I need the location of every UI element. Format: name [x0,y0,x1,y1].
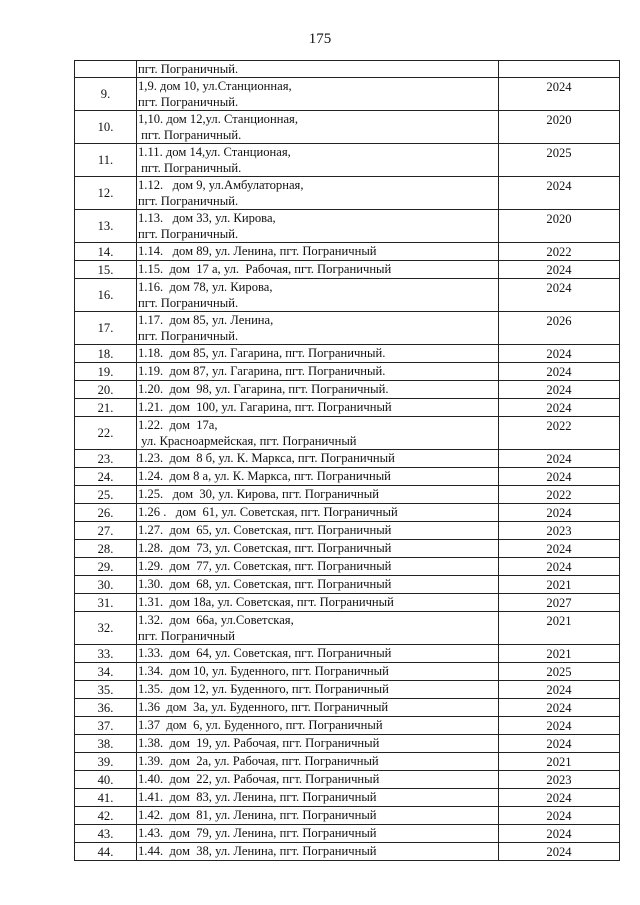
table-row [75,825,620,843]
table-row [75,594,620,612]
row-year: 2024 [499,540,620,558]
table-row [75,522,620,540]
address-line-1: 1,9. дом 10, ул.Станционная, [138,79,292,93]
row-year: 2024 [499,789,620,807]
row-year: 2024 [499,717,620,735]
row-year: 2024 [499,261,620,279]
table-row [75,381,620,399]
address-line-1: 1.14. дом 89, ул. Ленина, пгт. Пограничный [138,244,377,258]
address-line-1: 1.29. дом 77, ул. Советская, пгт. Пограничный [138,559,392,573]
row-number: 22. [75,417,137,450]
row-address [137,381,499,399]
table-row [75,468,620,486]
row-number: 10. [75,111,137,144]
address-line-1: 1.12. дом 9, ул.Амбулаторная, [138,178,304,192]
table-row [75,558,620,576]
table-row [75,243,620,261]
address-line-2: пгт. Пограничный. [138,128,242,142]
address-line-1: 1.32. дом 66а, ул.Советская, [138,613,294,627]
row-number: 31. [75,594,137,612]
row-number: 29. [75,558,137,576]
table-row [75,78,620,111]
address-line-1: 1.31. дом 18а, ул. Советская, пгт. Пограничный [138,595,394,609]
row-year: 2024 [499,825,620,843]
address-line-2: пгт. Пограничный. [138,227,239,241]
table-row [75,450,620,468]
row-number [75,61,137,78]
row-address [137,144,499,177]
table-row [75,789,620,807]
row-address [137,417,499,450]
row-number: 44. [75,843,137,861]
row-number: 37. [75,717,137,735]
row-year: 2027 [499,594,620,612]
address-line-1: 1.16. дом 78, ул. Кирова, [138,280,273,294]
address-line-1: 1.44. дом 38, ул. Ленина, пгт. Пограничный [138,844,377,858]
row-number: 19. [75,363,137,381]
address-line-1: 1.23. дом 8 б, ул. К. Маркса, пгт. Пограничный [138,451,395,465]
row-year: 2024 [499,504,620,522]
table-row [75,699,620,717]
address-line-1: 1.41. дом 83, ул. Ленина, пгт. Пограничный [138,790,377,804]
table-row [75,345,620,363]
row-address [137,789,499,807]
row-number: 38. [75,735,137,753]
row-year: 2021 [499,753,620,771]
row-number: 42. [75,807,137,825]
row-number: 24. [75,468,137,486]
row-address [137,753,499,771]
table-row [75,61,620,78]
row-number: 35. [75,681,137,699]
row-year: 2020 [499,111,620,144]
address-line-1: 1.36 дом 3а, ул. Буденного, пгт. Пограничный [138,700,389,714]
address-line-1: 1.22. дом 17а, [138,418,218,432]
row-year [499,61,620,78]
row-number: 27. [75,522,137,540]
row-address [137,261,499,279]
row-year: 2022 [499,486,620,504]
row-address [137,363,499,381]
table-row [75,645,620,663]
table-row [75,504,620,522]
row-number: 14. [75,243,137,261]
row-address [137,594,499,612]
row-address [137,576,499,594]
address-line-1: 1.38. дом 19, ул. Рабочая, пгт. Пограничный [138,736,380,750]
address-line-1: 1.19. дом 87, ул. Гагарина, пгт. Пограничный. [138,364,386,378]
row-year: 2024 [499,699,620,717]
table-row [75,279,620,312]
address-line-1: 1.43. дом 79, ул. Ленина, пгт. Пограничный [138,826,377,840]
table-row [75,363,620,381]
row-number: 16. [75,279,137,312]
address-line-1: 1.28. дом 73, ул. Советская, пгт. Пограничный [138,541,392,555]
address-line-1: 1.33. дом 64, ул. Советская, пгт. Пограничный [138,646,392,660]
row-number: 23. [75,450,137,468]
row-address [137,486,499,504]
address-line-1: 1.11. дом 14,ул. Станционая, [138,145,291,159]
address-line-1: 1.24. дом 8 а, ул. К. Маркса, пгт. Пограничный [138,469,391,483]
row-number: 43. [75,825,137,843]
row-address [137,663,499,681]
address-line-1: 1.40. дом 22, ул. Рабочая, пгт. Пограничный [138,772,380,786]
row-year: 2024 [499,381,620,399]
row-address [137,717,499,735]
row-address [137,312,499,345]
row-address [137,558,499,576]
row-year: 2023 [499,771,620,789]
address-line-2: пгт. Пограничный. [138,296,239,310]
row-year: 2023 [499,522,620,540]
row-number: 34. [75,663,137,681]
row-address [137,681,499,699]
address-line-1: 1.17. дом 85, ул. Ленина, [138,313,274,327]
row-number: 41. [75,789,137,807]
row-number: 12. [75,177,137,210]
table-row [75,753,620,771]
row-year: 2024 [499,399,620,417]
row-number: 17. [75,312,137,345]
row-year: 2024 [499,735,620,753]
address-line-1: пгт. Пограничный. [138,62,239,76]
table-row [75,144,620,177]
row-year: 2024 [499,78,620,111]
row-number: 33. [75,645,137,663]
row-address [137,177,499,210]
row-number: 30. [75,576,137,594]
table-row [75,663,620,681]
row-year: 2024 [499,843,620,861]
row-address [137,399,499,417]
row-address [137,243,499,261]
row-year: 2024 [499,363,620,381]
table-row [75,312,620,345]
row-address [137,210,499,243]
row-year: 2025 [499,144,620,177]
row-year: 2021 [499,576,620,594]
row-address [137,612,499,645]
address-line-1: 1.37 дом 6, ул. Буденного, пгт. Пограничный [138,718,383,732]
row-address [137,522,499,540]
address-line-2: пгт. Пограничный. [138,161,242,175]
row-year: 2020 [499,210,620,243]
address-line-2: пгт. Пограничный. [138,95,239,109]
row-year: 2024 [499,345,620,363]
address-line-1: 1.42. дом 81, ул. Ленина, пгт. Пограничный [138,808,377,822]
address-line-1: 1.18. дом 85, ул. Гагарина, пгт. Пограничный. [138,346,386,360]
table-row [75,576,620,594]
table-body [75,61,620,861]
row-number: 13. [75,210,137,243]
table-row [75,417,620,450]
table-row [75,111,620,144]
table-row [75,807,620,825]
address-line-2: пгт. Пограничный [138,629,235,643]
row-year: 2024 [499,450,620,468]
row-address [137,699,499,717]
row-address [137,843,499,861]
row-year: 2024 [499,807,620,825]
row-number: 15. [75,261,137,279]
row-address [137,807,499,825]
row-address [137,78,499,111]
address-line-1: 1,10. дом 12,ул. Станционная, [138,112,298,126]
address-line-1: 1.35. дом 12, ул. Буденного, пгт. Пограничный [138,682,389,696]
row-number: 36. [75,699,137,717]
table-row [75,735,620,753]
row-address [137,345,499,363]
row-year: 2024 [499,558,620,576]
table-row [75,540,620,558]
table-row [75,612,620,645]
row-number: 11. [75,144,137,177]
housing-table [74,60,620,861]
address-line-1: 1.20. дом 98, ул. Гагарина, пгт. Пограничный. [138,382,389,396]
row-year: 2024 [499,468,620,486]
address-line-1: 1.30. дом 68, ул. Советская, пгт. Пограничный [138,577,392,591]
address-line-1: 1.34. дом 10, ул. Буденного, пгт. Пограничный [138,664,389,678]
row-address [137,540,499,558]
row-address [137,825,499,843]
row-address [137,735,499,753]
row-address [137,450,499,468]
table-row [75,681,620,699]
table-row [75,486,620,504]
row-address [137,279,499,312]
row-year: 2021 [499,645,620,663]
address-line-1: 1.13. дом 33, ул. Кирова, [138,211,276,225]
address-line-2: пгт. Пограничный. [138,329,239,343]
row-number: 20. [75,381,137,399]
row-address [137,61,499,78]
page-number: 175 [308,31,332,47]
table-row [75,771,620,789]
row-number: 21. [75,399,137,417]
address-line-1: 1.26 . дом 61, ул. Советская, пгт. Пограничный [138,505,398,519]
address-line-1: 1.15. дом 17 а, ул. Рабочая, пгт. Пограничный [138,262,392,276]
table-row [75,843,620,861]
row-year: 2021 [499,612,620,645]
row-number: 32. [75,612,137,645]
row-number: 26. [75,504,137,522]
table-row [75,177,620,210]
row-address [137,504,499,522]
address-line-2: ул. Красноармейская, пгт. Пограничный [138,434,357,448]
row-number: 28. [75,540,137,558]
row-address [137,645,499,663]
row-year: 2025 [499,663,620,681]
row-address [137,771,499,789]
address-line-1: 1.39. дом 2а, ул. Рабочая, пгт. Пограничный [138,754,379,768]
row-address [137,468,499,486]
table-row [75,261,620,279]
address-line-1: 1.21. дом 100, ул. Гагарина, пгт. Пограничный [138,400,392,414]
address-line-2: пгт. Пограничный. [138,194,239,208]
table-row [75,210,620,243]
row-number: 25. [75,486,137,504]
row-number: 40. [75,771,137,789]
row-year: 2024 [499,177,620,210]
row-number: 18. [75,345,137,363]
row-year: 2024 [499,681,620,699]
address-line-1: 1.25. дом 30, ул. Кирова, пгт. Пограничный [138,487,379,501]
address-line-1: 1.27. дом 65, ул. Советская, пгт. Пограничный [138,523,392,537]
row-year: 2026 [499,312,620,345]
row-year: 2024 [499,279,620,312]
row-year: 2022 [499,417,620,450]
row-year: 2022 [499,243,620,261]
table-row [75,717,620,735]
row-number: 39. [75,753,137,771]
table-row [75,399,620,417]
row-address [137,111,499,144]
row-number: 9. [75,78,137,111]
